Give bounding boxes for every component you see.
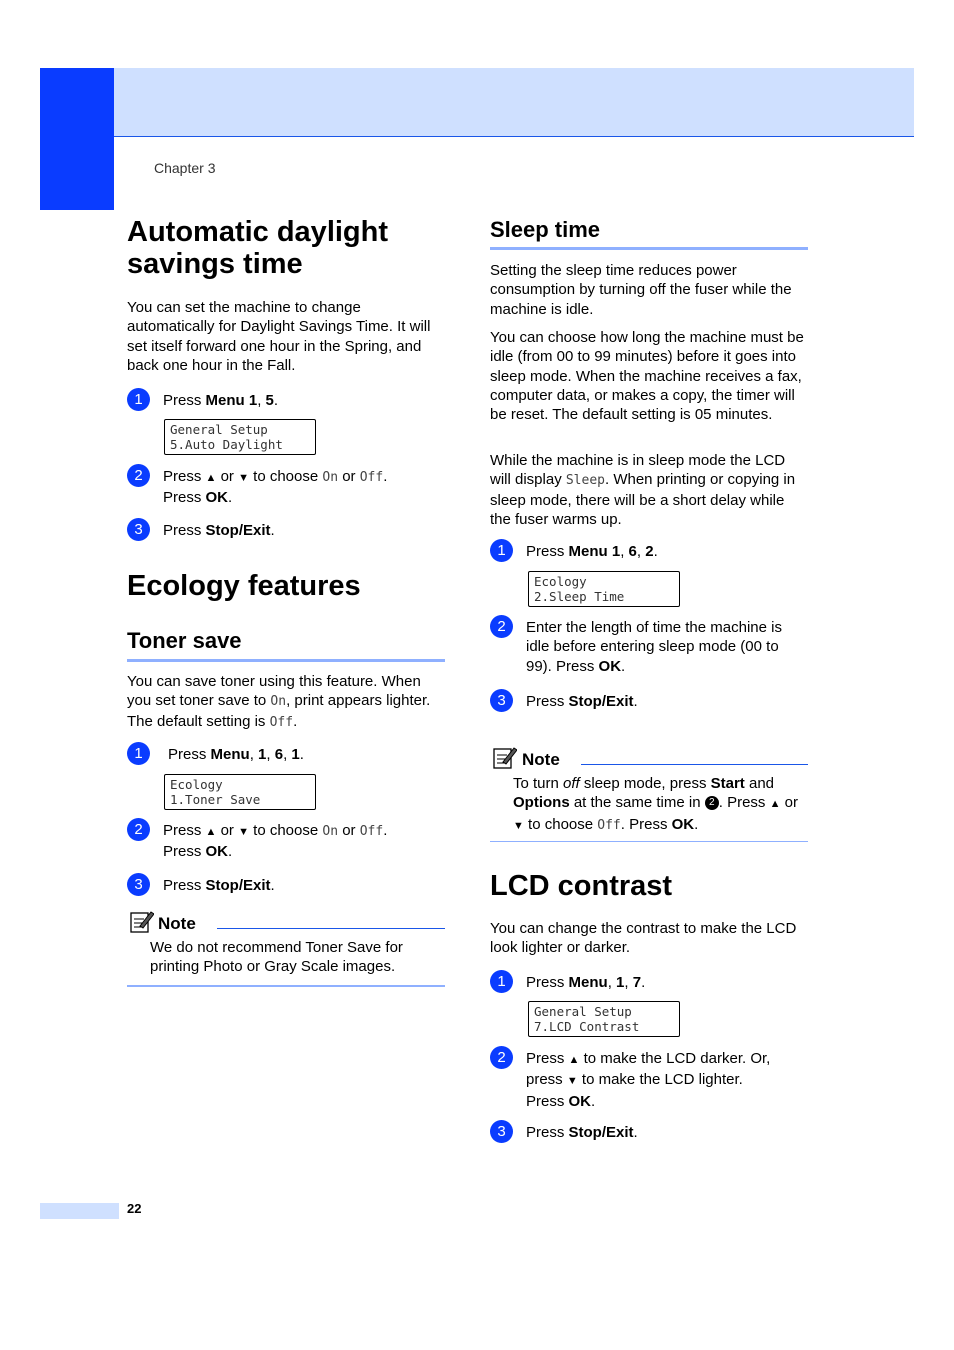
lcd-contrast-paragraph: You can change the contrast to make the LCD look lighter or darker. xyxy=(490,920,797,957)
up-arrow-icon: ▲ xyxy=(205,826,217,838)
lcd-display: General Setup 7.LCD Contrast xyxy=(528,1001,680,1037)
step-text: Press ▲ or ▼ to choose On or Off. Press OK. xyxy=(163,822,388,861)
note-bottom-rule xyxy=(490,841,808,842)
sleep-paragraph-3: While the machine is in sleep mode the LCD will display Sleep. When printing or copying in sleep mode, there will be a short delay while the fuser warms up. xyxy=(490,452,796,528)
note-pencil-icon xyxy=(493,745,517,769)
up-arrow-icon: ▲ xyxy=(769,798,781,811)
step-number: 2 xyxy=(490,615,513,638)
page-number: 22 xyxy=(127,1201,142,1216)
sleep-note-text: To turn off sleep mode, press Start and Options at the same time in 2 . Press ▲ or ▼ to choose Off. Press OK. xyxy=(513,775,798,833)
lcd-display: Ecology 1.Toner Save xyxy=(164,774,316,810)
chapter-label: Chapter 3 xyxy=(154,160,216,176)
ecology-title: Ecology features xyxy=(127,570,361,602)
down-arrow-icon: ▼ xyxy=(513,819,524,832)
step-number: 3 xyxy=(490,689,513,712)
step-text: Press Stop/Exit. xyxy=(526,1124,638,1141)
down-arrow-icon: ▼ xyxy=(238,472,249,484)
sleep-time-heading: Sleep time xyxy=(490,217,808,250)
step-number: 1 xyxy=(127,388,150,411)
step-number: 1 xyxy=(490,970,513,993)
up-arrow-icon: ▲ xyxy=(568,1054,580,1066)
page-tab xyxy=(40,1203,119,1219)
sleep-paragraph-1: Setting the sleep time reduces power consumption by turning off the fuser while the machine is idle. xyxy=(490,262,792,318)
down-arrow-icon: ▼ xyxy=(566,1075,578,1088)
step-text: Press ▲ or ▼ to choose On or Off. Press OK. xyxy=(163,468,388,507)
lcd-display: General Setup 5.Auto Daylight xyxy=(164,419,316,455)
step-number: 1 xyxy=(127,742,150,765)
toner-paragraph: You can save toner using this feature. When you set toner save to On, print appears lighter. The default setting is Off. xyxy=(127,673,431,730)
note-title: Note xyxy=(158,914,196,933)
daylight-paragraph: You can set the machine to change automatically for Daylight Savings Time. It will set itself forward one hour in the Spring, and back one hour in the Fall. xyxy=(127,299,431,374)
step-number: 1 xyxy=(490,539,513,562)
note-top-rule xyxy=(217,928,445,929)
header-band xyxy=(114,68,914,137)
lcd-contrast-title: LCD contrast xyxy=(490,870,673,902)
step-text: Enter the length of time the machine is idle before entering sleep mode (00 to 99). Press OK. xyxy=(526,619,782,675)
daylight-title: Automatic daylight savings time xyxy=(127,216,389,280)
step-text: Press Menu, 1, 7. xyxy=(526,974,646,991)
up-arrow-icon: ▲ xyxy=(205,472,217,484)
step-2-circle-icon: 2 xyxy=(705,796,719,810)
step-number: 3 xyxy=(127,518,150,541)
toner-save-heading: Toner save xyxy=(127,628,445,662)
toner-note-text: We do not recommend Toner Save for printing Photo or Gray Scale images. xyxy=(150,939,403,976)
chapter-tab xyxy=(40,68,114,210)
step-text: Press Menu, 1, 6, 1. xyxy=(168,746,304,763)
down-arrow-icon: ▼ xyxy=(238,826,249,838)
step-text: Press Menu 1, 6, 2. xyxy=(526,543,658,560)
step-text: Press Stop/Exit. xyxy=(163,877,275,894)
step-number: 3 xyxy=(490,1120,513,1143)
lcd-display: Ecology 2.Sleep Time xyxy=(528,571,680,607)
step-text: Press Menu 1, 5. xyxy=(163,392,279,409)
step-text: Press Stop/Exit. xyxy=(526,693,638,710)
note-top-rule xyxy=(581,764,808,765)
step-number: 2 xyxy=(490,1046,513,1069)
step-number: 3 xyxy=(127,873,150,896)
step-number: 2 xyxy=(127,818,150,841)
step-text: Press Stop/Exit. xyxy=(163,522,275,539)
note-pencil-icon xyxy=(130,909,154,933)
note-bottom-rule xyxy=(127,985,445,987)
step-number: 2 xyxy=(127,464,150,487)
sleep-paragraph-2: You can choose how long the machine must be idle (from 00 to 99 minutes) before it goes into sleep mode. When the machine receives a fax, computer data, or makes a copy, the timer will be reset. The default setting is 05 minutes. xyxy=(490,329,804,424)
note-title: Note xyxy=(522,750,560,769)
step-text: Press ▲ to make the LCD darker. Or, press ▼ to make the LCD lighter. Press OK. xyxy=(526,1050,771,1110)
